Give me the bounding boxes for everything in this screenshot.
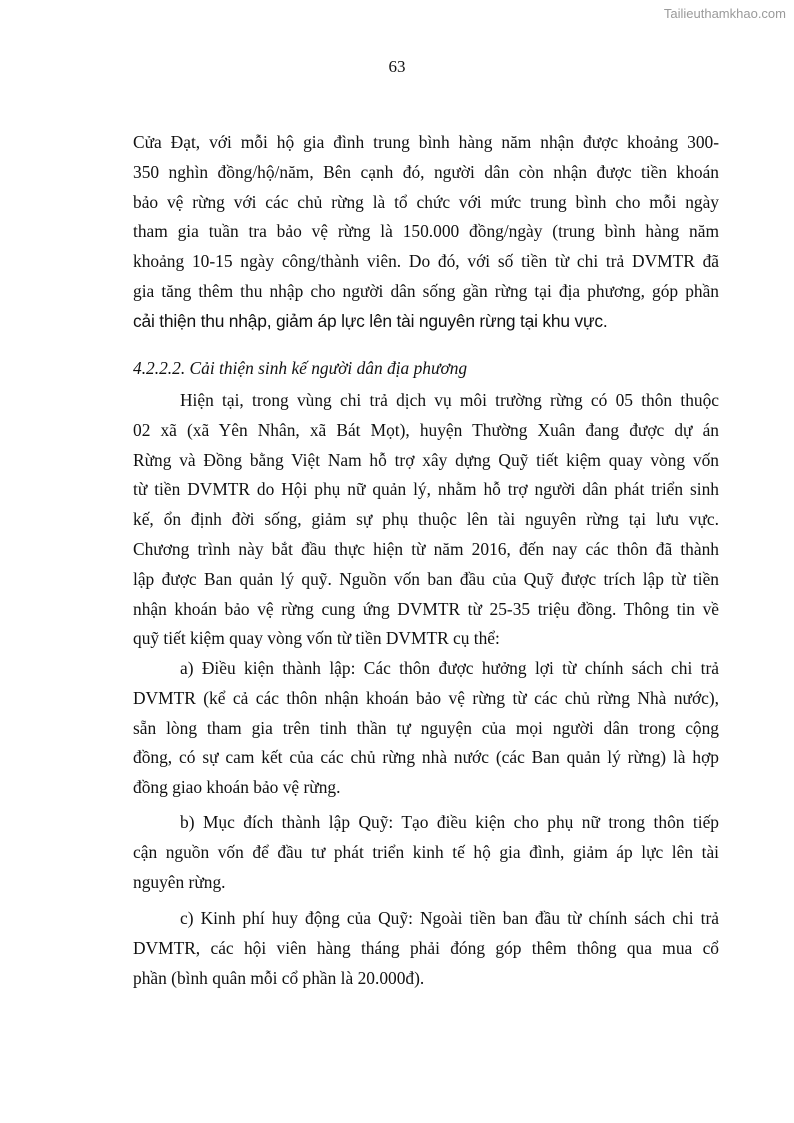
text-line: từ tiền DVMTR do Hội phụ nữ quản lý, nhằm hỗ trợ người dân phát triển sinh [133,479,719,500]
text-line: cải thiện thu nhập, giảm áp lực lên tài nguyên rừng tại khu vực. [133,310,608,331]
paragraph-funding-c [133,904,719,993]
text-line: nguyên rừng. [133,871,226,892]
text-line: Cửa Đạt, với mỗi hộ gia đình trung bình hàng năm nhận được khoảng 300- [133,132,719,152]
text-line: c) Kinh phí huy động của Quỹ: Ngoài tiền ban đầu từ chính sách chi trả [180,908,719,928]
text-line: gia tăng thêm thu nhập cho người dân sống gần rừng tại địa phương, góp phần [133,280,719,301]
text-line: tham gia tuần tra bảo vệ rừng là 150.000 đồng/ngày (trung bình hàng năm [133,221,719,242]
paragraph-purpose-b [133,808,719,897]
text-line: quỹ tiết kiệm quay vòng vốn từ tiền DVMTR cụ thể: [133,628,500,649]
text-line: nhận khoán bảo vệ rừng cung ứng DVMTR từ 25-35 triệu đồng. Thông tin về [133,598,719,619]
text-line: DVMTR, các hội viên hàng tháng phải đóng góp thêm thông qua mua cổ [133,937,719,958]
text-line: lập được Ban quản lý quỹ. Nguồn vốn ban đầu của Quỹ được trích lập từ tiền [133,568,719,589]
text-line: Hiện tại, trong vùng chi trả dịch vụ môi trường rừng có 05 thôn thuộc [180,390,719,410]
text-line: 350 nghìn đồng/hộ/năm, Bên cạnh đó, người dân còn nhận được tiền khoán [133,161,719,182]
page-number: 63 [388,57,406,76]
paragraph-fund [133,386,719,654]
text-line: kế, ổn định đời sống, giảm sự phụ thuộc lên tài nguyên rừng tại lưu vực. [133,509,719,530]
text-line: khoảng 10-15 ngày công/thành viên. Do đó, với số tiền từ chi trả DVMTR đã [133,251,719,272]
text-line: đồng giao khoán bảo vệ rừng. [133,777,341,798]
text-line: bảo vệ rừng với các chủ rừng là tổ chức với mức trung bình cho mỗi ngày [133,191,719,212]
text-line: cận nguồn vốn để đầu tư phát triển kinh tế hộ gia đình, giảm áp lực lên tài [133,841,719,862]
text-line: 02 xã (xã Yên Nhân, xã Bát Mọt), huyện Thường Xuân đang được dự án [133,419,719,440]
watermark: Tailieuthamkhao.com [663,6,786,21]
text-line: Rừng và Đồng bằng Việt Nam hỗ trợ xây dựng Quỹ tiết kiệm quay vòng vốn [133,449,719,470]
paragraph-condition-a [133,654,719,803]
text-line: đồng, có sự cam kết của các chủ rừng nhà nước (các Ban quản lý rừng) là hợp [133,747,719,768]
section-heading: 4.2.2.2. Cải thiện sinh kế người dân địa phương [133,358,468,378]
text-line: phần (bình quân mỗi cổ phần là 20.000đ). [133,967,425,988]
text-line: b) Mục đích thành lập Quỹ: Tạo điều kiện cho phụ nữ trong thôn tiếp [180,812,719,832]
paragraph-intro [133,128,719,337]
text-line: Chương trình này bắt đầu thực hiện từ năm 2016, đến nay các thôn đã thành [133,538,719,559]
text-line: DVMTR (kể cả các thôn nhận khoán bảo vệ rừng từ các chủ rừng Nhà nước), [133,687,719,708]
text-line: a) Điều kiện thành lập: Các thôn được hưởng lợi từ chính sách chi trả [180,658,719,678]
text-line: sẵn lòng tham gia trên tinh thần tự nguyện của mọi người dân trong cộng [133,717,719,738]
